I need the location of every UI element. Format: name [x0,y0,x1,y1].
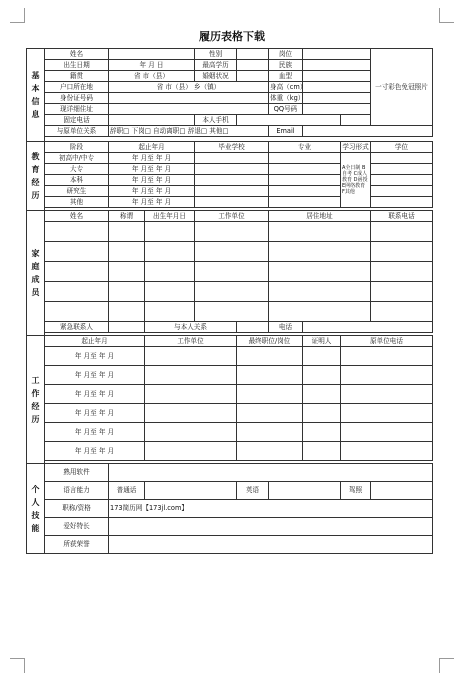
field-email[interactable] [303,126,433,137]
section-family: 家庭成员 [27,211,45,336]
work-cell[interactable] [341,423,433,442]
edu-stage: 大专 [45,164,109,175]
edu-school[interactable] [195,153,269,164]
field-edu[interactable] [237,60,269,71]
label-relation: 与原单位关系 [45,126,109,137]
family-cell[interactable] [371,302,433,322]
section-work: 工作经历 [27,336,45,464]
family-cell[interactable] [109,302,145,322]
edu-header-major: 专业 [269,142,341,153]
work-cell[interactable] [303,404,341,423]
label-edu: 最高学历 [195,60,237,71]
label-emergency: 紧急联系人 [45,322,109,333]
edu-degree[interactable] [371,197,433,208]
work-period[interactable]: 年 月至 年 月 [45,442,145,461]
work-cell[interactable] [303,423,341,442]
work-header-period: 起止年月 [45,336,145,347]
label-blood: 血型 [269,71,303,82]
field-title-cert[interactable]: 173简历网【173jl.com】 [109,500,433,518]
field-marital[interactable] [237,71,269,82]
label-tel: 固定电话 [45,115,109,126]
section-skills: 个人技能 [27,464,45,554]
work-cell[interactable] [145,366,237,385]
edu-form-types: A全日制 B自考 C成人教育 D函授 E网络教育 F其他 [341,153,371,208]
label-awards: 所获荣誉 [45,536,109,554]
edu-degree[interactable] [371,186,433,197]
edu-degree[interactable] [371,175,433,186]
edu-period[interactable]: 年 月至 年 月 [109,175,195,186]
label-email: Email [269,126,303,137]
work-header-referee: 证明人 [303,336,341,347]
label-marital: 婚姻状况 [195,71,237,82]
edu-header-period: 起止年月 [109,142,195,153]
edu-school[interactable] [195,175,269,186]
field-english[interactable] [269,482,341,500]
family-cell[interactable] [45,242,109,262]
page-corner-mark [10,658,25,673]
field-emergency-relation[interactable] [237,322,269,333]
work-cell[interactable] [145,404,237,423]
work-cell[interactable] [237,366,303,385]
edu-header-degree: 学位 [371,142,433,153]
family-cell[interactable] [145,242,195,262]
edu-degree[interactable] [371,153,433,164]
field-hobby[interactable] [109,518,433,536]
edu-school[interactable] [195,197,269,208]
edu-stage: 其他 [45,197,109,208]
work-cell[interactable] [341,347,433,366]
work-period[interactable]: 年 月至 年 月 [45,423,145,442]
label-qq: QQ号码 [269,104,303,115]
edu-period[interactable]: 年 月至 年 月 [109,186,195,197]
family-cell[interactable] [109,242,145,262]
label-weight: 体重（kg） [270,93,305,102]
family-cell[interactable] [195,242,269,262]
field-mandarin[interactable] [145,482,237,500]
page-corner-mark [439,8,454,23]
work-cell[interactable] [303,347,341,366]
field-name[interactable] [109,49,195,60]
field-emergency-tel[interactable] [303,322,433,333]
family-cell[interactable] [195,262,269,282]
label-english: 英语 [237,482,269,500]
label-idcard: 身份证号码 [45,93,109,104]
page-corner-mark [439,658,454,673]
work-header-tel: 原单位电话 [341,336,433,347]
work-cell[interactable] [303,385,341,404]
edu-school[interactable] [195,186,269,197]
work-cell[interactable] [145,385,237,404]
family-cell[interactable] [109,262,145,282]
work-cell[interactable] [341,442,433,461]
label-mandarin: 普通话 [109,482,145,500]
family-header-title: 称谓 [109,211,145,222]
family-cell[interactable] [269,302,371,322]
photo-box[interactable]: 一寸彩色免冠照片 [371,49,433,126]
work-cell[interactable] [303,366,341,385]
work-cell[interactable] [237,404,303,423]
work-period[interactable]: 年 月至 年 月 [45,404,145,423]
work-period[interactable]: 年 月至 年 月 [45,347,145,366]
family-cell[interactable] [371,222,433,242]
label-mobile: 本人手机 [195,115,237,126]
family-header-employer: 工作单位 [195,211,269,222]
field-blood[interactable] [303,71,371,82]
family-cell[interactable] [45,302,109,322]
field-mobile[interactable] [237,115,341,126]
label-emergency-relation: 与本人关系 [145,322,237,333]
family-cell[interactable] [195,302,269,322]
edu-header-stage: 阶段 [45,142,109,153]
work-period[interactable]: 年 月至 年 月 [45,366,145,385]
family-header-tel: 联系电话 [371,211,433,222]
family-cell[interactable] [371,242,433,262]
field-birth[interactable]: 年 月 日 [109,60,195,71]
label-position: 岗位 [269,49,303,60]
label-address: 现详细住址 [45,104,109,115]
work-cell[interactable] [145,347,237,366]
family-cell[interactable] [145,282,195,302]
family-header-name: 姓名 [45,211,109,222]
work-cell[interactable] [303,442,341,461]
family-cell[interactable] [195,282,269,302]
edu-major[interactable] [269,175,341,186]
resume-table [26,48,433,554]
field-hukou[interactable]: 省 市（县） 乡（镇） [109,82,269,93]
edu-stage: 本科 [45,175,109,186]
label-language: 语言能力 [45,482,109,500]
field-height[interactable] [303,82,371,93]
edu-major[interactable] [269,153,341,164]
family-cell[interactable] [109,282,145,302]
field-ethnic[interactable] [303,60,371,71]
family-cell[interactable] [371,262,433,282]
label-name: 姓名 [45,49,109,60]
label-origin: 籍贯 [45,71,109,82]
edu-degree[interactable] [371,164,433,175]
field-software[interactable] [109,464,433,482]
label-emergency-tel: 电话 [269,322,303,333]
work-cell[interactable] [341,385,433,404]
work-cell[interactable] [237,423,303,442]
family-cell[interactable] [145,262,195,282]
field-gender[interactable] [237,49,269,60]
work-cell[interactable] [237,385,303,404]
work-period[interactable]: 年 月至 年 月 [45,385,145,404]
family-cell[interactable] [269,282,371,302]
resume-form [26,48,432,648]
edu-stage: 研究生 [45,186,109,197]
field-awards[interactable] [109,536,433,554]
family-cell[interactable] [45,222,109,242]
label-hukou: 户口所在地 [45,82,109,93]
work-cell[interactable] [237,442,303,461]
field-idcard[interactable] [109,93,269,104]
edu-period[interactable]: 年 月至 年 月 [109,197,195,208]
edu-school[interactable] [195,164,269,175]
label-height: 身高（cm） [270,82,307,91]
field-origin[interactable]: 省 市（县） [109,71,195,82]
label-gender: 性别 [195,49,237,60]
work-header-position: 最终职位/岗位 [237,336,303,347]
work-cell[interactable] [145,442,237,461]
family-cell[interactable] [269,222,371,242]
section-basic: 基本信息 [27,49,45,142]
label-hobby: 爱好特长 [45,518,109,536]
work-cell[interactable] [145,423,237,442]
family-cell[interactable] [109,222,145,242]
family-cell[interactable] [269,262,371,282]
label-title-cert: 职称/资格 [45,500,109,518]
family-cell[interactable] [269,242,371,262]
family-cell[interactable] [195,222,269,242]
page-corner-mark [10,8,25,23]
family-cell[interactable] [145,302,195,322]
field-qq[interactable] [303,104,371,115]
field-emergency[interactable] [109,322,145,333]
work-cell[interactable] [237,347,303,366]
edu-major[interactable] [269,186,341,197]
family-cell[interactable] [371,282,433,302]
section-education: 教育经历 [27,142,45,211]
field-address[interactable] [109,104,269,115]
work-cell[interactable] [341,366,433,385]
edu-period[interactable]: 年 月至 年 月 [109,164,195,175]
work-header-employer: 工作单位 [145,336,237,347]
family-header-birth: 出生年月日 [145,211,195,222]
edu-stage: 初高中/中专 [45,153,109,164]
label-ethnic: 民族 [269,60,303,71]
label-birth: 出生日期 [45,60,109,71]
edu-period[interactable]: 年 月至 年 月 [109,153,195,164]
family-cell[interactable] [145,222,195,242]
document-title: 履历表格下载 [199,30,265,43]
edu-major[interactable] [269,197,341,208]
field-position[interactable] [303,49,371,60]
family-cell[interactable] [45,282,109,302]
work-cell[interactable] [341,404,433,423]
edu-header-form: 学习形式 [342,142,369,151]
label-license: 驾照 [341,482,371,500]
field-license[interactable] [371,482,433,500]
family-header-address: 居住地址 [269,211,371,222]
label-software: 熟用软件 [45,464,109,482]
family-cell[interactable] [45,262,109,282]
relation-options[interactable]: 辞职□ 下岗□ 自动离职□ 辞退□ 其他□ [109,126,269,137]
field-weight[interactable] [303,93,371,104]
edu-major[interactable] [269,164,341,175]
edu-header-school: 毕业学校 [195,142,269,153]
field-tel[interactable] [109,115,195,126]
